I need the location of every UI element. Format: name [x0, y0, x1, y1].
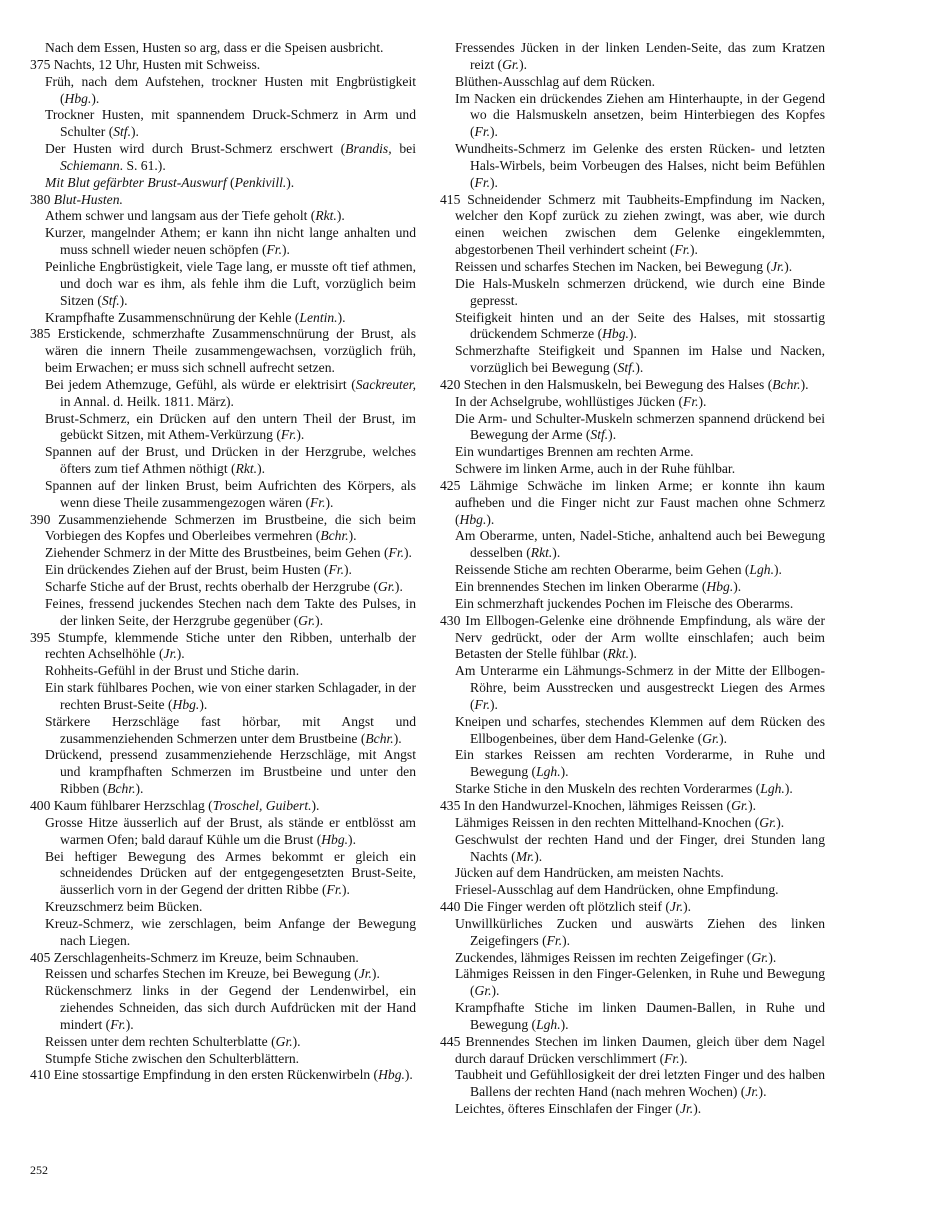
entry: Athem schwer und langsam aus der Tiefe geholt (Rkt.).	[45, 208, 345, 224]
entry: Spannen auf der linken Brust, beim Aufrichten des Körpers, als wenn diese Theile zusammengezogen wären (Fr.).	[45, 477, 416, 510]
entry: Lähmiges Reissen in den Finger-Gelenken, in Ruhe und Bewegung (Gr.).	[455, 966, 825, 999]
entry: Reissen und scharfes Stechen im Nacken, bei Bewegung (Jr.).	[455, 258, 793, 274]
entry: Im Nacken ein drückendes Ziehen am Hinterhaupte, in der Gegend wo die Halsmuskeln ansetzen, beim Hinterbiegen des Kopfes (Fr.).	[455, 90, 825, 140]
entry: Ein drückendes Ziehen auf der Brust, beim Husten (Fr.).	[45, 562, 352, 578]
entry: Kneipen und scharfes, stechendes Klemmen auf dem Rücken des Ellbogenbeines, über dem Hand-Gelenke (Gr.).	[455, 713, 825, 746]
entry: Bei heftiger Bewegung des Armes bekommt er gleich ein schneidendes Drücken auf der entgegengesetzten Brust-Seite, äusserlich vorn in der Gegend der dritten Ribbe (Fr.).	[45, 848, 416, 898]
entry: Schwere im linken Arme, auch in der Ruhe fühlbar.	[455, 461, 736, 477]
entry: 435 In den Handwurzel-Knochen, lähmiges Reissen (Gr.).	[440, 797, 756, 813]
entry: Bei jedem Athemzuge, Gefühl, als würde er elektrisirt (Sackreuter, in Annal. d. Heilk. 1811. März).	[45, 376, 416, 409]
entry: Nach dem Essen, Husten so arg, dass er die Speisen ausbricht.	[45, 40, 384, 55]
entry: 425 Lähmige Schwäche im linken Arme; er konnte ihn kaum aufheben und die Finger nicht zur Faust machen ohne Schmerz (Hbg.).	[440, 477, 825, 527]
entry: Reissen unter dem rechten Schulterblatte (Gr.).	[45, 1033, 301, 1049]
entry: Ein schmerzhaft juckendes Pochen im Fleische des Oberarms.	[455, 595, 794, 611]
entry: Kreuz-Schmerz, wie zerschlagen, beim Anfange der Bewegung nach Liegen.	[45, 915, 416, 948]
entry: 445 Brennendes Stechen im linken Daumen, gleich über dem Nagel durch darauf Drücken verschlimmert (Fr.).	[440, 1033, 825, 1066]
entry: Jücken auf dem Handrücken, am meisten Nachts.	[455, 865, 724, 881]
entry: Krampfhafte Stiche im linken Daumen-Ballen, in Ruhe und Bewegung (Lgh.).	[455, 1000, 825, 1032]
entry: In der Achselgrube, wohllüstiges Jücken (Fr.).	[455, 393, 707, 409]
entry: Am Unterarme ein Lähmungs-Schmerz in der Mitte der Ellbogen-Röhre, beim Ausstrecken und ausgestreckt Liegen des Armes (Fr.).	[455, 663, 825, 712]
entry: Steifigkeit hinten und an der Seite des Halses, mit stossartig drückendem Schmerze (Hbg.).	[455, 309, 825, 342]
entry: Feines, fressend juckendes Stechen nach dem Takte des Pulses, in der linken Seite, der Herzgrube gegenüber (Gr.).	[45, 595, 416, 628]
entry: Leichtes, öfteres Einschlafen der Finger (Jr.).	[455, 1101, 702, 1117]
entry: Starke Stiche in den Muskeln des rechten Vorderarmes (Lgh.).	[455, 781, 793, 797]
entry: 380 Blut-Husten.	[30, 191, 123, 207]
entry: Kreuzschmerz beim Bücken.	[45, 899, 203, 915]
entry: 400 Kaum fühlbarer Herzschlag (Troschel, Guibert.).	[30, 797, 320, 813]
left-column	[30, 40, 416, 1084]
entry: 440 Die Finger werden oft plötzlich steif (Jr.).	[440, 899, 692, 915]
entry: Drückend, pressend zusammenziehende Herzschläge, mit Angst und krampfhaften Schmerzen im Brustbeine und unter den Ribben (Bchr.).	[45, 747, 416, 797]
entry: Ziehender Schmerz in der Mitte des Brustbeines, beim Gehen (Fr.).	[45, 545, 412, 561]
entry: Geschwulst der rechten Hand und der Finger, drei Stunden lang Nachts (Mr.).	[455, 831, 825, 864]
entry: 390 Zusammenziehende Schmerzen im Brustbeine, die sich beim Vorbiegen des Kopfes und Oberleibes vermehren (Bchr.).	[30, 511, 416, 544]
entry: Zuckendes, lähmiges Reissen im rechten Zeigefinger (Gr.).	[455, 949, 777, 965]
entry: Taubheit und Gefühllosigkeit der drei letzten Finger und des halben Ballens der rechten Hand (nach mehren Wochen) (Jr.).	[455, 1067, 825, 1100]
entry: 405 Zerschlagenheits-Schmerz im Kreuze, beim Schnauben.	[30, 949, 359, 965]
entry: Scharfe Stiche auf der Brust, rechts oberhalb der Herzgrube (Gr.).	[45, 579, 403, 594]
entry: Stärkere Herzschläge fast hörbar, mit Angst und zusammenziehenden Schmerzen unter dem Brustbeine (Bchr.).	[45, 713, 416, 746]
entry: Die Hals-Muskeln schmerzen drückend, wie durch eine Binde gepresst.	[455, 275, 825, 308]
entry: 420 Stechen in den Halsmuskeln, bei Bewegung des Halses (Bchr.).	[440, 376, 809, 392]
entry: Trockner Husten, mit spannendem Druck-Schmerz in Arm und Schulter (Stf.).	[45, 107, 416, 140]
right-column	[440, 40, 825, 1118]
entry: Am Oberarme, unten, Nadel-Stiche, anhaltend auch bei Bewegung desselben (Rkt.).	[455, 528, 825, 561]
entry: Brust-Schmerz, ein Drücken auf den untern Theil der Brust, im gebückt Sitzen, mit Athem-Verkürzung (Fr.).	[45, 410, 416, 443]
entry: Stumpfe Stiche zwischen den Schulterblättern.	[45, 1050, 300, 1066]
entry: Spannen auf der Brust, und Drücken in der Herzgrube, welches öfters zum tief Athmen nöthigt (Rkt.).	[45, 444, 416, 477]
entry: 415 Schneidender Schmerz mit Taubheits-Empfindung im Nacken, welcher den Kopf zurück zu ziehen zwingt, was aber, wie durch einen weichen zwischen dem Gelenke eingeklemmten, abgestorbenen Theil verhindert scheint (Fr.).	[440, 191, 825, 258]
entry: 385 Erstickende, schmerzhafte Zusammenschnürung der Brust, als wären die innern Theile zusammengewachsen, vorzüglich früh, beim Erwachen; er muss sich schnell aufrecht setzen.	[30, 326, 416, 376]
entry: Ein brennendes Stechen im linken Oberarme (Hbg.).	[455, 579, 742, 594]
entry: 395 Stumpfe, klemmende Stiche unter den Ribben, unterhalb der rechten Achselhöhle (Jr.).	[30, 629, 416, 662]
entry: Ein wundartiges Brennen am rechten Arme.	[455, 444, 694, 460]
entry: Schmerzhafte Steifigkeit und Spannen im Halse und Nacken, vorzüglich bei Bewegung (Stf.).	[455, 343, 825, 376]
entry: 430 Im Ellbogen-Gelenke eine dröhnende Empfindung, als wäre der Nerv gedrückt, oder der Arm wollte einschlafen; auch beim Betasten der Stelle fühlbar (Rkt.).	[440, 612, 825, 662]
entry: Grosse Hitze äusserlich auf der Brust, als stände er entblösst am warmen Ofen; bald darauf Kühle um die Brust (Hbg.).	[45, 814, 416, 847]
entry: Die Arm- und Schulter-Muskeln schmerzen spannend drückend bei Bewegung der Arme (Stf.).	[455, 410, 825, 443]
entry: Ein starkes Reissen am rechten Vorderarme, in Ruhe und Bewegung (Lgh.).	[455, 747, 825, 780]
entry: 410 Eine stossartige Empfindung in den ersten Rückenwirbeln (Hbg.).	[30, 1067, 413, 1083]
entry: Rohheits-Gefühl in der Brust und Stiche darin.	[45, 663, 300, 679]
entry: Mit Blut gefärbter Brust-Auswurf (Penkivill.).	[45, 174, 295, 190]
entry: Lähmiges Reissen in den rechten Mittelhand-Knochen (Gr.).	[455, 814, 785, 830]
entry: 375 Nachts, 12 Uhr, Husten mit Schweiss.	[30, 56, 261, 72]
entry: Kurzer, mangelnder Athem; er kann ihn nicht lange anhalten und muss schnell wieder neuen schöpfen (Fr.).	[45, 225, 416, 258]
page-number: 252	[30, 1163, 48, 1177]
entry: Ein stark fühlbares Pochen, wie von einer starken Schlagader, in der rechten Brust-Seite (Hbg.).	[45, 680, 416, 712]
entry: Reissende Stiche am rechten Oberarme, beim Gehen (Lgh.).	[455, 562, 782, 578]
entry: Der Husten wird durch Brust-Schmerz erschwert (Brandis, bei Schiemann. S. 61.).	[45, 141, 416, 173]
entry: Wundheits-Schmerz im Gelenke des ersten Rücken- und letzten Hals-Wirbels, beim Vorbeugen des Halses, nicht beim Befühlen (Fr.).	[455, 141, 825, 190]
entry: Fressendes Jücken in der linken Lenden-Seite, das zum Kratzen reizt (Gr.).	[455, 40, 825, 72]
entry: Blüthen-Ausschlag auf dem Rücken.	[455, 73, 656, 89]
entry: Peinliche Engbrüstigkeit, viele Tage lang, er musste oft tief athmen, und doch war es ihm, als fehle ihm die Luft, vorzüglich beim Sitzen (Stf.).	[45, 258, 416, 308]
entry: Krampfhafte Zusammenschnürung der Kehle (Lentin.).	[45, 309, 346, 325]
entry: Rückenschmerz links in der Gegend der Lendenwirbel, ein ziehendes Schneiden, das sich durch Aufdrücken mit der Hand mindert (Fr.).	[45, 983, 416, 1032]
entry: Reissen und scharfes Stechen im Kreuze, bei Bewegung (Jr.).	[45, 966, 380, 982]
entry: Unwillkürliches Zucken und auswärts Ziehen des linken Zeigefingers (Fr.).	[455, 915, 825, 948]
entry: Friesel-Ausschlag auf dem Handrücken, ohne Empfindung.	[455, 882, 779, 898]
entry: Früh, nach dem Aufstehen, trockner Husten mit Engbrüstigkeit (Hbg.).	[45, 73, 416, 106]
